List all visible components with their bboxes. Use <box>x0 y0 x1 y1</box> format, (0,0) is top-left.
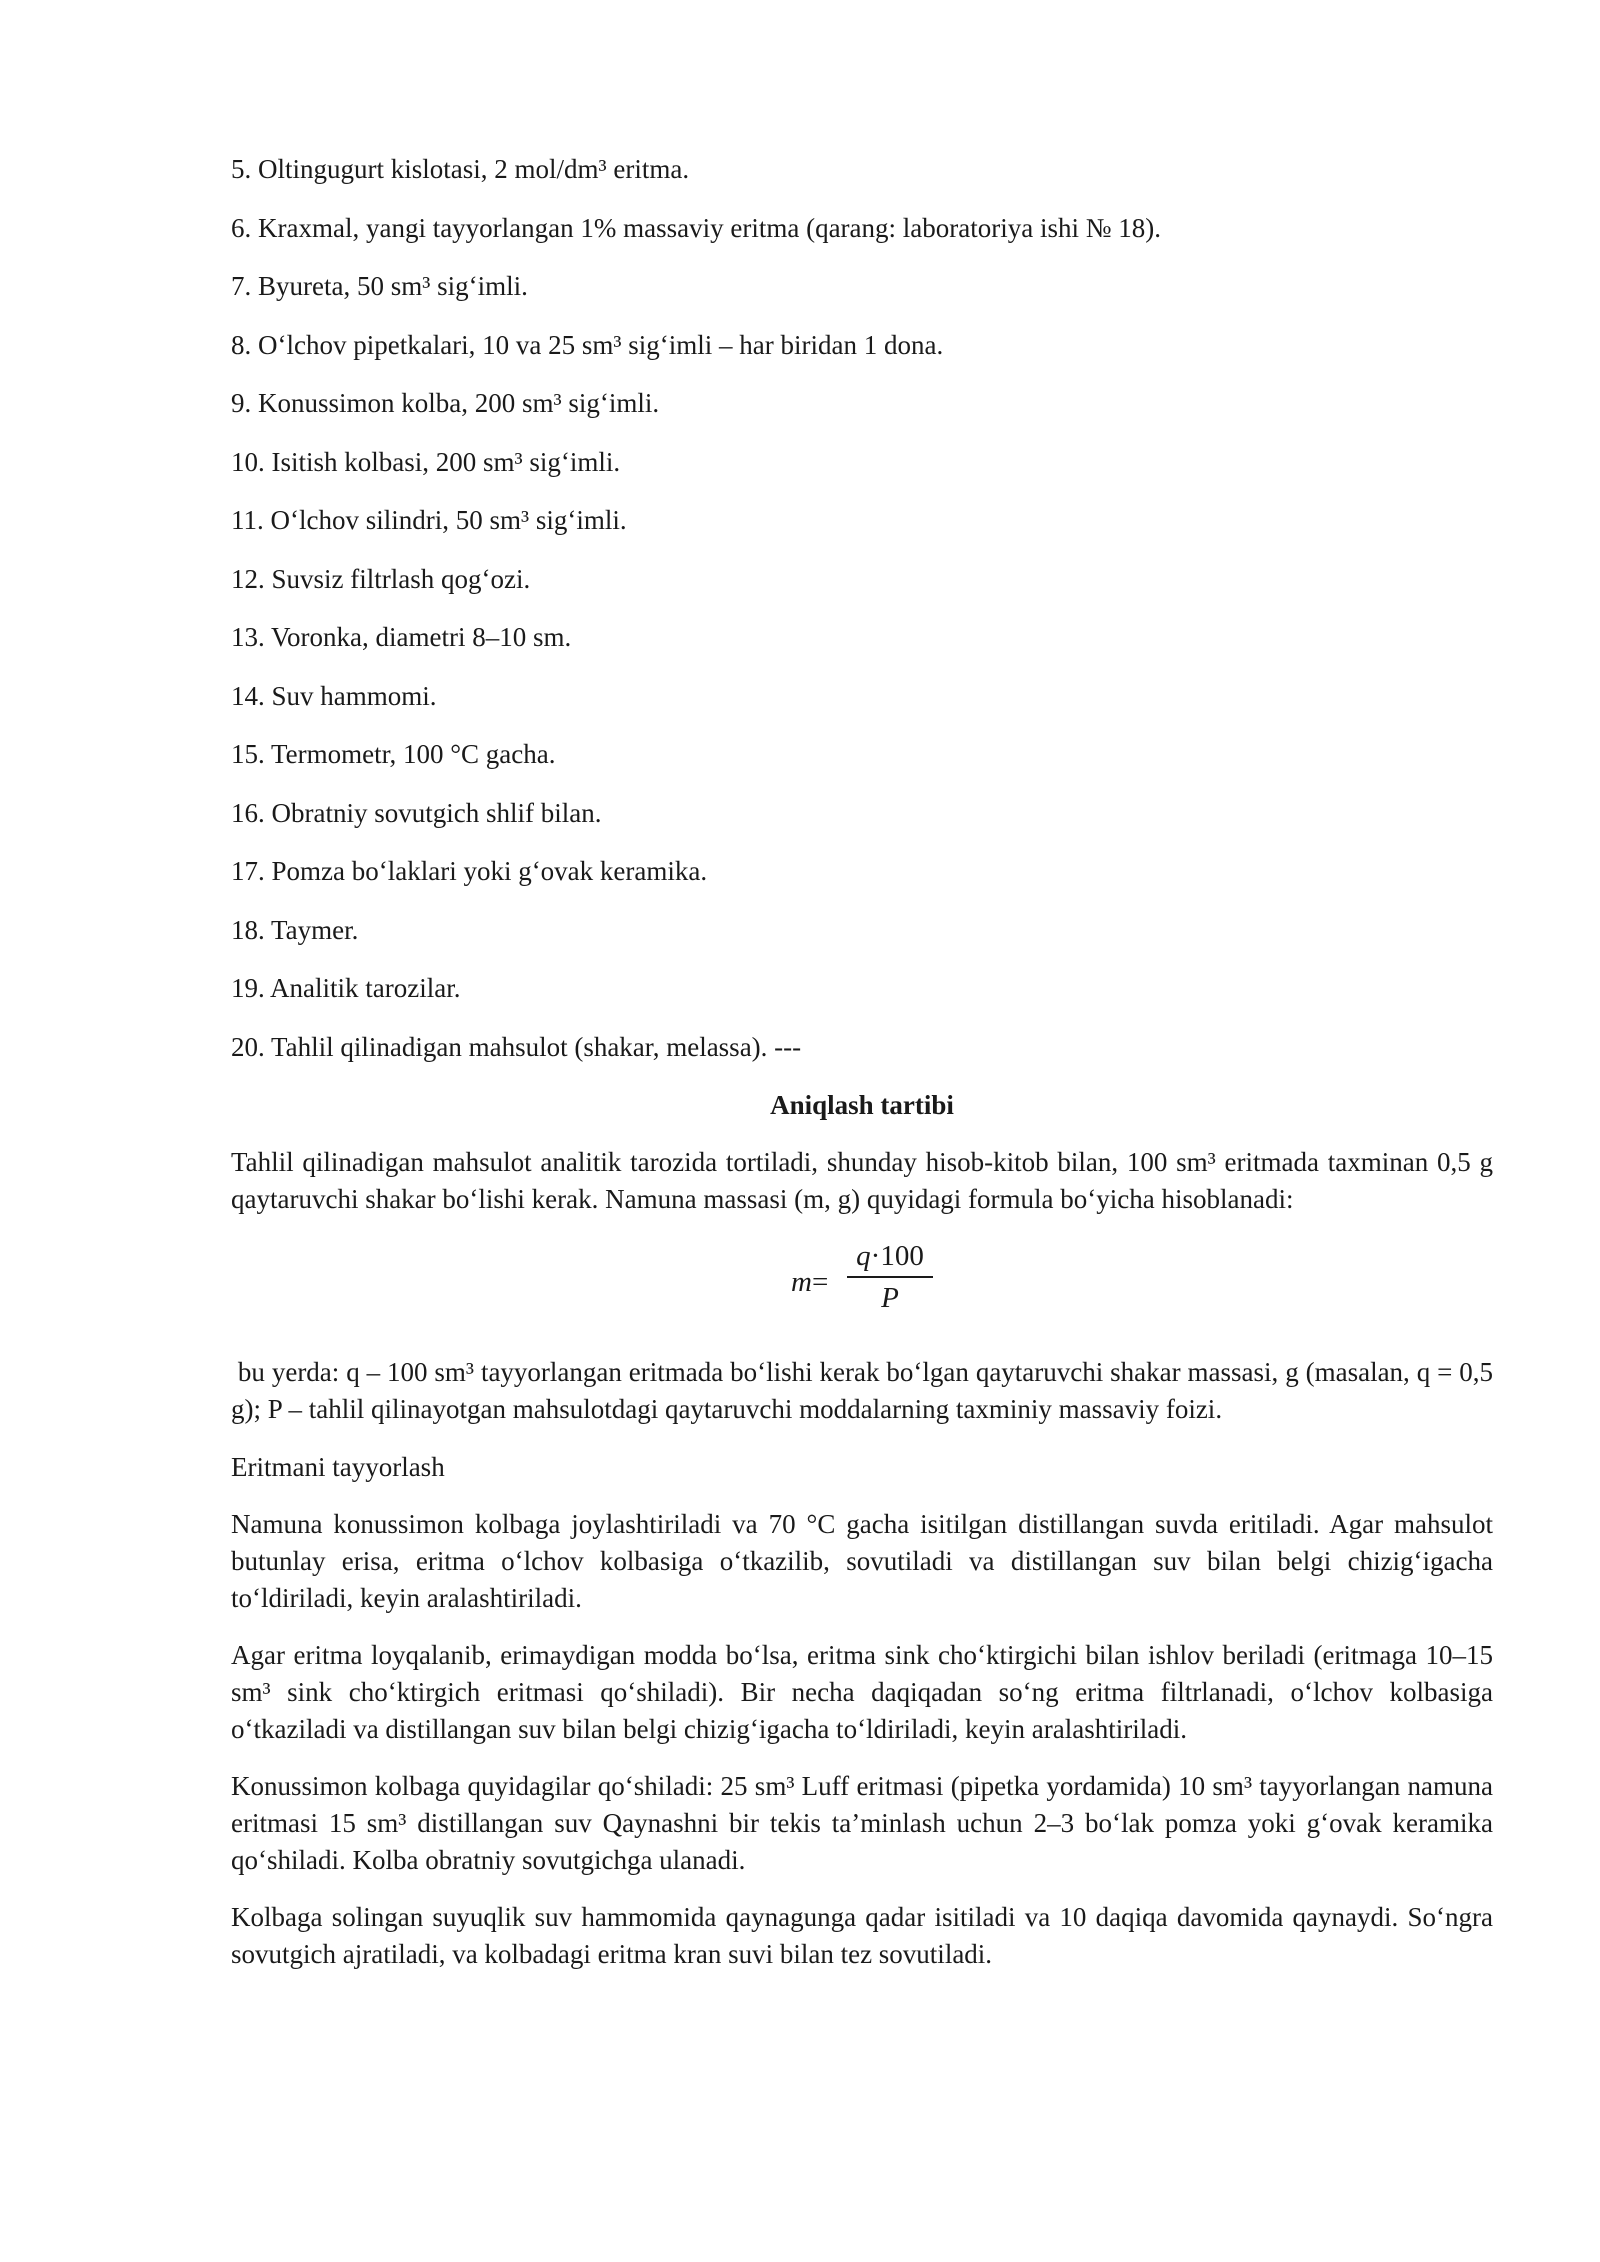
list-item: 8. O‘lchov pipetkalari, 10 va 25 sm³ sig‘imli – har biridan 1 dona. <box>231 329 944 360</box>
formula-variable-m: m <box>791 1266 812 1298</box>
paragraph: Namuna konussimon kolbaga joylashtiriladi va 70 °C gacha isitilgan distillangan suvda eritiladi. Agar mahsulot butunlay erisa, eritma o‘lchov kolbasiga o‘tkazilib, sovutiladi va distillangan suv bilan belgi chizig‘igacha to‘ldiriladi, keyin aralashtiriladi. <box>231 1509 1493 1613</box>
list-item: 17. Pomza bo‘laklari yoki g‘ovak keramika. <box>231 856 708 886</box>
list-item: 11. O‘lchov silindri, 50 sm³ sig‘imli. <box>231 505 627 535</box>
list-item: 5. Oltingugurt kislotasi, 2 mol/dm³ eritma. <box>231 154 690 184</box>
formula-denominator: P <box>881 1281 899 1314</box>
formula-variable-q: q <box>856 1240 871 1272</box>
paragraph: Kolbaga solingan suyuqlik suv hammomida qaynagunga qadar isitiladi va 10 daqiqa davomida qaynaydi. So‘ngra sovutgich ajratiladi, va kolbadagi eritma kran suvi bilan tez sovutiladi. <box>231 1902 1493 1969</box>
section-heading: Aniqlash tartibi <box>770 1090 954 1120</box>
list-item: 14. Suv hammomi. <box>231 680 437 711</box>
formula-equals: = <box>811 1266 829 1298</box>
list-item: 6. Kraxmal, yangi tayyorlangan 1% massaviy eritma (qarang: laboratoriya ishi № 18). <box>231 212 1161 243</box>
equipment-list <box>231 150 1493 1066</box>
subheading: Eritmani tayyorlash <box>231 1452 445 1482</box>
formula-lhs <box>791 1266 828 1299</box>
formula-numerator <box>847 1238 933 1274</box>
list-item: 20. Tahlil qilinadigan mahsulot (shakar, melassa). --- <box>231 1031 802 1062</box>
formula-fraction <box>847 1238 933 1315</box>
list-item: 12. Suvsiz filtrlash qog‘ozi. <box>231 563 531 594</box>
fraction-bar <box>847 1276 933 1278</box>
list-item: 9. Konussimon kolba, 200 sm³ sig‘imli. <box>231 388 660 418</box>
list-item: 7. Byureta, 50 sm³ sig‘imli. <box>231 271 528 301</box>
paragraph: Konussimon kolbaga quyidagilar qo‘shiladi: 25 sm³ Luff eritmasi (pipetka yordamida) 10 sm³ tayyorlangan namuna eritmasi 15 sm³ distillangan suv Qaynashni bir tekis ta’minlash uchun 2–3 bo‘lak pomza yoki g‘ovak keramika qo‘shiladi. Kolba obratniy sovutgichga ulanadi. <box>231 1771 1493 1875</box>
list-item: 19. Analitik tarozilar. <box>231 973 461 1003</box>
document-page <box>231 150 1500 1993</box>
where-paragraph: bu yerda: q – 100 sm³ tayyorlangan eritmada bo‘lishi kerak bo‘lgan qaytaruvchi shakar massasi, g (masalan, q = 0,5 g); P – tahlil qilinayotgan mahsulotdagi qaytaruvchi moddalarning taxminiy massaviy foizi. <box>231 1357 1500 1424</box>
list-item: 18. Taymer. <box>231 914 359 945</box>
list-item: 13. Voronka, diametri 8–10 sm. <box>231 622 572 652</box>
formula-block <box>231 1238 1493 1330</box>
list-item: 15. Termometr, 100 °C gacha. <box>231 739 556 769</box>
formula-multiply: · <box>870 1240 881 1272</box>
intro-paragraph: Tahlil qilinadigan mahsulot analitik tarozida tortiladi, shunday hisob-kitob bilan, 100 sm³ eritmada taxminan 0,5 g qaytaruvchi shakar bo‘lishi kerak. Namuna massasi (m, g) quyidagi formula bo‘yicha hisoblanadi: <box>231 1147 1493 1214</box>
paragraph: Agar eritma loyqalanib, erimaydigan modda bo‘lsa, eritma sink cho‘ktirgichi bilan ishlov beriladi (eritmaga 10–15 sm³ sink cho‘ktirgich eritmasi qo‘shiladi). Bir necha daqiqadan so‘ng eritma filtrlanadi, o‘lchov kolbasiga o‘tkaziladi va distillangan suv bilan belgi chizig‘igacha to‘ldiriladi, keyin aralashtiriladi. <box>231 1640 1493 1744</box>
list-item: 10. Isitish kolbasi, 200 sm³ sig‘imli. <box>231 446 621 477</box>
list-item: 16. Obratniy sovutgich shlif bilan. <box>231 797 602 828</box>
formula-constant: 100 <box>880 1240 924 1272</box>
